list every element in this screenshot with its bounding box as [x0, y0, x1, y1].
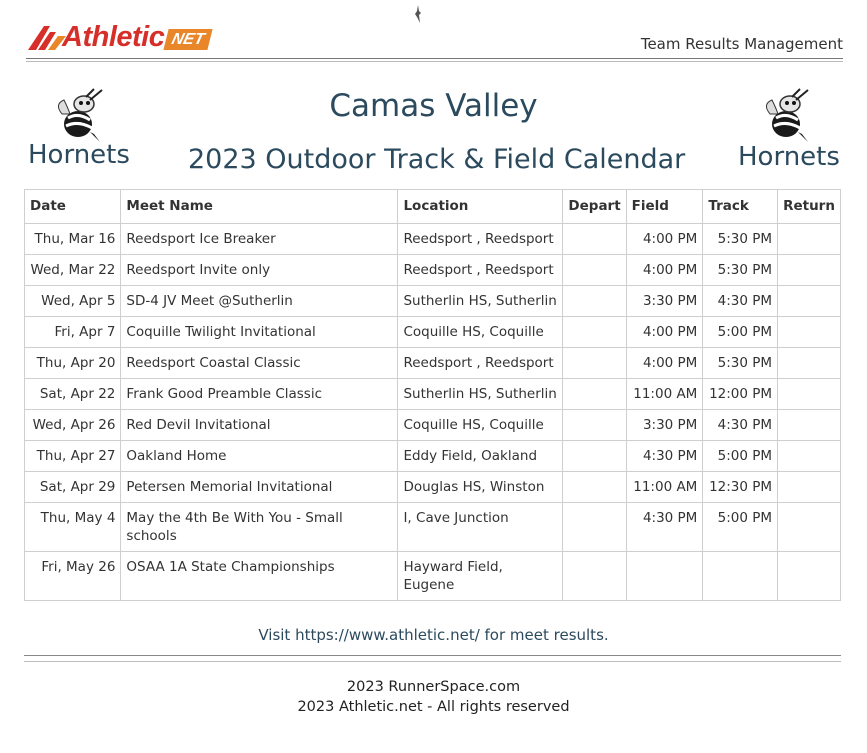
cell-depart [563, 224, 626, 255]
cell-track: 5:00 PM [703, 441, 778, 472]
table-row [25, 552, 841, 601]
cell-field: 11:00 AM [626, 379, 703, 410]
cell-field: 11:00 AM [626, 472, 703, 503]
cell-date: Wed, Apr 5 [25, 286, 121, 317]
cell-field [626, 552, 703, 601]
cell-track: 5:00 PM [703, 503, 778, 552]
cell-date: Sat, Apr 22 [25, 379, 121, 410]
footer-copyright-runnerspace: 2023 RunnerSpace.com [346, 679, 521, 695]
cell-date: Fri, May 26 [25, 552, 121, 601]
cell-location: Hayward Field, Eugene [398, 552, 563, 601]
cell-location: Coquille HS, Coquille [398, 317, 563, 348]
table-row [25, 503, 841, 552]
cell-meet-name: Reedsport Coastal Classic [121, 348, 398, 379]
header-meet-name: Meet Name [121, 190, 398, 224]
table-row [25, 224, 841, 255]
table-header-row [25, 190, 841, 224]
school-name: Camas Valley [329, 88, 538, 124]
cell-track: 5:30 PM [703, 255, 778, 286]
header-location: Location [398, 190, 563, 224]
scan-speck-icon [414, 5, 422, 23]
table-row [25, 317, 841, 348]
cell-date: Thu, Apr 20 [25, 348, 121, 379]
cell-return [778, 472, 841, 503]
cell-meet-name: OSAA 1A State Championships [121, 552, 398, 601]
cell-meet-name: Red Devil Invitational [121, 410, 398, 441]
athletic-net-logo[interactable] [26, 20, 210, 54]
cell-date: Wed, Mar 22 [25, 255, 121, 286]
cell-field: 3:30 PM [626, 286, 703, 317]
cell-date: Fri, Apr 7 [25, 317, 121, 348]
cell-track: 4:30 PM [703, 286, 778, 317]
cell-depart [563, 503, 626, 552]
cell-location: Eddy Field, Oakland [398, 441, 563, 472]
cell-field: 4:00 PM [626, 224, 703, 255]
cell-depart [563, 286, 626, 317]
cell-date: Thu, Mar 16 [25, 224, 121, 255]
header-depart: Depart [563, 190, 626, 224]
cell-depart [563, 441, 626, 472]
top-divider [26, 58, 843, 62]
cell-date: Sat, Apr 29 [25, 472, 121, 503]
cell-location: Sutherlin HS, Sutherlin [398, 286, 563, 317]
cell-return [778, 317, 841, 348]
cell-depart [563, 379, 626, 410]
cell-date: Thu, May 4 [25, 503, 121, 552]
header-date: Date [25, 190, 121, 224]
cell-return [778, 441, 841, 472]
cell-return [778, 410, 841, 441]
cell-location: Sutherlin HS, Sutherlin [398, 379, 563, 410]
cell-field: 4:00 PM [626, 348, 703, 379]
cell-field: 3:30 PM [626, 410, 703, 441]
mascot-name-right: Hornets [738, 142, 840, 172]
cell-depart [563, 317, 626, 348]
header-field: Field [626, 190, 703, 224]
cell-meet-name: Oakland Home [121, 441, 398, 472]
cell-meet-name: SD-4 JV Meet @Sutherlin [121, 286, 398, 317]
cell-meet-name: May the 4th Be With You - Small schools [121, 503, 398, 552]
section-title: Team Results Management [640, 35, 843, 53]
header-return: Return [778, 190, 841, 224]
cell-location: Reedsport , Reedsport [398, 224, 563, 255]
cell-location: Coquille HS, Coquille [398, 410, 563, 441]
table-row [25, 379, 841, 410]
cell-track: 12:30 PM [703, 472, 778, 503]
table-row [25, 410, 841, 441]
logo-text: Athletic [62, 20, 165, 53]
cell-date: Wed, Apr 26 [25, 410, 121, 441]
calendar-title: 2023 Outdoor Track & Field Calendar [188, 144, 686, 175]
cell-location: Douglas HS, Winston [398, 472, 563, 503]
cell-depart [563, 472, 626, 503]
cell-meet-name: Coquille Twilight Invitational [121, 317, 398, 348]
header-track: Track [703, 190, 778, 224]
cell-track: 5:00 PM [703, 317, 778, 348]
table-row [25, 286, 841, 317]
table-row [25, 255, 841, 286]
results-link-text[interactable]: Visit https://www.athletic.net/ for meet results. [258, 626, 609, 644]
table-row [25, 472, 841, 503]
cell-track: 5:30 PM [703, 224, 778, 255]
table-row [25, 441, 841, 472]
cell-meet-name: Reedsport Invite only [121, 255, 398, 286]
logo-swoosh-icon [26, 20, 68, 54]
cell-return [778, 348, 841, 379]
logo-badge: NET [164, 29, 213, 50]
cell-field: 4:00 PM [626, 317, 703, 348]
cell-return [778, 255, 841, 286]
cell-return [778, 503, 841, 552]
cell-field: 4:30 PM [626, 441, 703, 472]
cell-return [778, 379, 841, 410]
cell-track: 5:30 PM [703, 348, 778, 379]
footer-copyright-athletic: 2023 Athletic.net - All rights reserved [297, 699, 570, 715]
cell-track: 12:00 PM [703, 379, 778, 410]
cell-field: 4:00 PM [626, 255, 703, 286]
cell-meet-name: Frank Good Preamble Classic [121, 379, 398, 410]
cell-date: Thu, Apr 27 [25, 441, 121, 472]
cell-depart [563, 552, 626, 601]
cell-depart [563, 348, 626, 379]
cell-depart [563, 255, 626, 286]
schedule-table [24, 189, 841, 601]
cell-depart [563, 410, 626, 441]
footer [0, 677, 867, 717]
cell-return [778, 552, 841, 601]
cell-track [703, 552, 778, 601]
cell-meet-name: Petersen Memorial Invitational [121, 472, 398, 503]
cell-location: Reedsport , Reedsport [398, 348, 563, 379]
cell-location: Reedsport , Reedsport [398, 255, 563, 286]
table-row [25, 348, 841, 379]
cell-meet-name: Reedsport Ice Breaker [121, 224, 398, 255]
cell-track: 4:30 PM [703, 410, 778, 441]
cell-field: 4:30 PM [626, 503, 703, 552]
cell-return [778, 286, 841, 317]
cell-return [778, 224, 841, 255]
cell-location: I, Cave Junction [398, 503, 563, 552]
mascot-name-left: Hornets [28, 140, 130, 170]
bottom-divider [24, 655, 841, 662]
